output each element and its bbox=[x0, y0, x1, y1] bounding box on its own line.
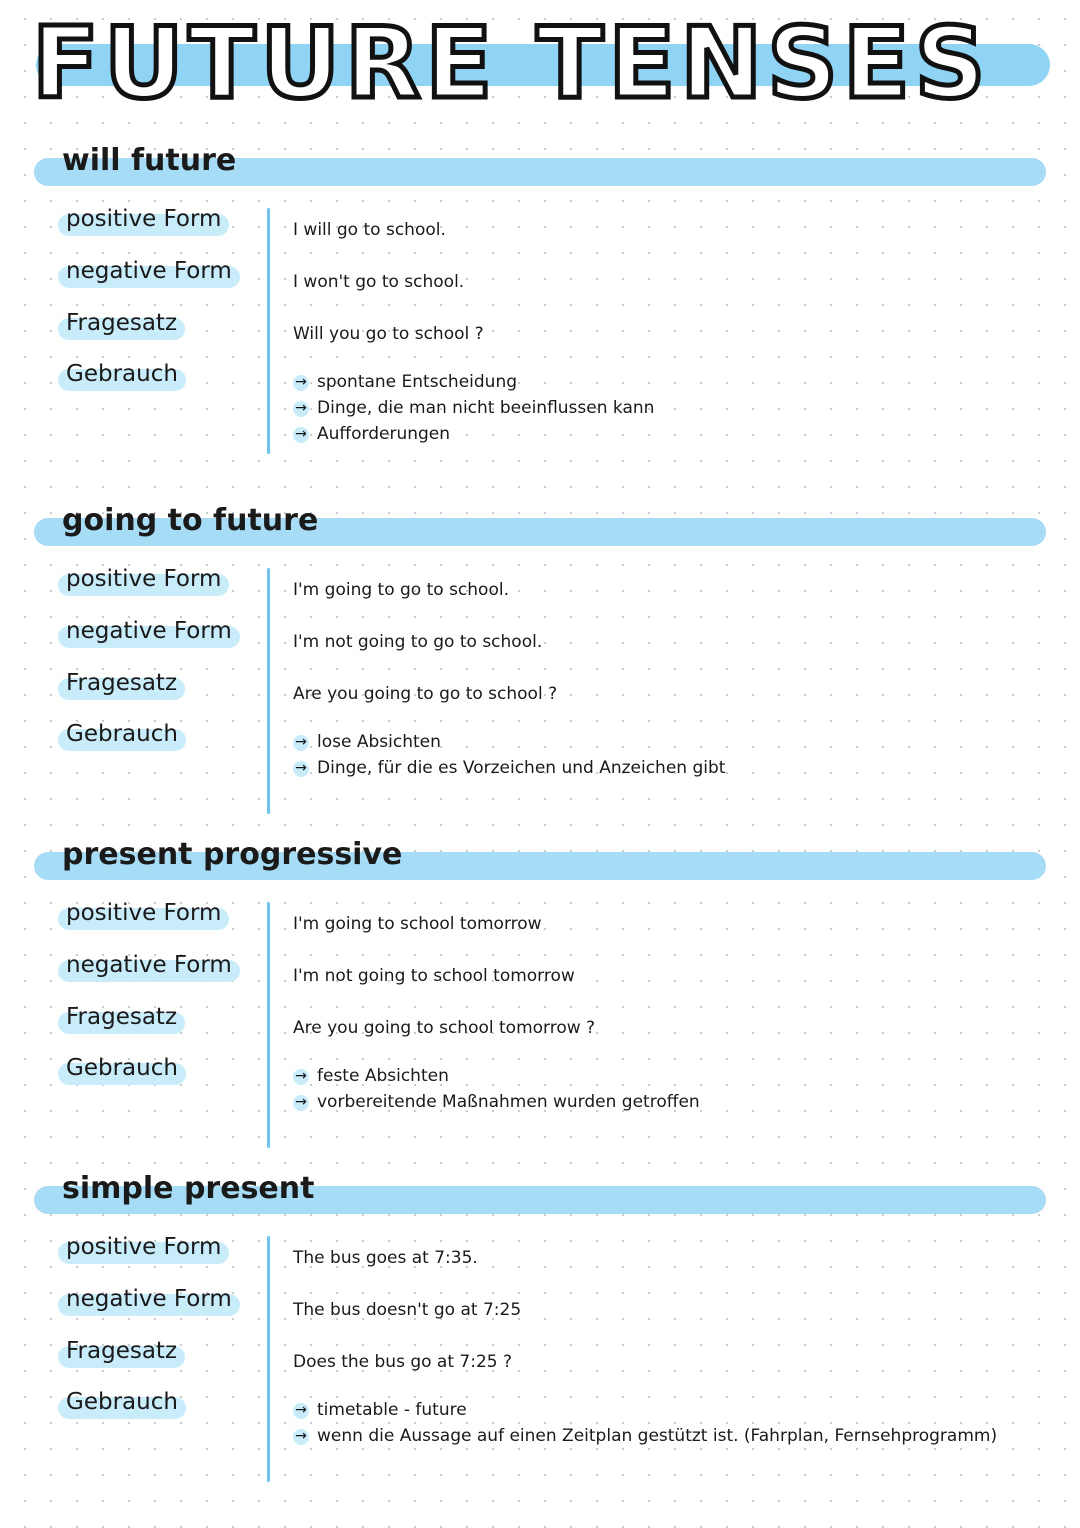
arrow-right-icon: → bbox=[293, 1403, 309, 1419]
label-positive: positive Form bbox=[58, 574, 229, 596]
label-usage: Gebrauch bbox=[58, 729, 186, 751]
section-heading: simple present bbox=[62, 1171, 315, 1206]
divider-line bbox=[267, 208, 270, 454]
example-negative: I won't go to school. bbox=[293, 272, 465, 292]
usage-item: → feste Absichten bbox=[293, 1066, 700, 1092]
usage-item: → Aufforderungen bbox=[293, 424, 654, 450]
divider-line bbox=[267, 1236, 270, 1482]
divider-line bbox=[267, 902, 270, 1148]
arrow-right-icon: → bbox=[293, 375, 309, 391]
example-positive: The bus goes at 7:35. bbox=[293, 1248, 478, 1268]
usage-item: → timetable - future bbox=[293, 1400, 997, 1426]
section-heading: present progressive bbox=[62, 837, 403, 872]
section-simple-present bbox=[0, 1171, 1080, 1516]
divider-line bbox=[267, 568, 270, 814]
page-title: FUTURE TENSES bbox=[32, 7, 991, 121]
label-question: Fragesatz bbox=[58, 1012, 185, 1034]
arrow-right-icon: → bbox=[293, 1095, 309, 1111]
title-area bbox=[0, 0, 1080, 130]
usage-item: → lose Absichten bbox=[293, 732, 725, 758]
section-heading: going to future bbox=[62, 503, 319, 538]
label-question: Fragesatz bbox=[58, 678, 185, 700]
label-positive: positive Form bbox=[58, 214, 229, 236]
arrow-right-icon: → bbox=[293, 1069, 309, 1085]
example-question: Will you go to school ? bbox=[293, 324, 484, 344]
arrow-right-icon: → bbox=[293, 427, 309, 443]
section-present-progressive bbox=[0, 837, 1080, 1182]
example-question: Are you going to go to school ? bbox=[293, 684, 558, 704]
label-question: Fragesatz bbox=[58, 318, 185, 340]
label-negative: negative Form bbox=[58, 1294, 240, 1316]
usage-item: → wenn die Aussage auf einen Zeitplan gestützt ist. (Fahrplan, Fernsehprogramm) bbox=[293, 1426, 997, 1452]
label-negative: negative Form bbox=[58, 960, 240, 982]
arrow-right-icon: → bbox=[293, 401, 309, 417]
usage-item: → vorbereitende Maßnahmen wurden getroffen bbox=[293, 1092, 700, 1118]
label-negative: negative Form bbox=[58, 626, 240, 648]
example-positive: I'm going to go to school. bbox=[293, 580, 509, 600]
section-heading: will future bbox=[62, 143, 237, 178]
usage-item: → Dinge, für die es Vorzeichen und Anzeichen gibt bbox=[293, 758, 725, 784]
label-usage: Gebrauch bbox=[58, 1063, 186, 1085]
usage-list bbox=[293, 372, 654, 450]
arrow-right-icon: → bbox=[293, 735, 309, 751]
label-positive: positive Form bbox=[58, 908, 229, 930]
usage-list bbox=[293, 1400, 997, 1452]
example-negative: I'm not going to go to school. bbox=[293, 632, 543, 652]
example-positive: I will go to school. bbox=[293, 220, 446, 240]
arrow-right-icon: → bbox=[293, 761, 309, 777]
section-going-to-future bbox=[0, 503, 1080, 848]
example-negative: I'm not going to school tomorrow bbox=[293, 966, 575, 986]
usage-list bbox=[293, 1066, 700, 1118]
label-positive: positive Form bbox=[58, 1242, 229, 1264]
label-question: Fragesatz bbox=[58, 1346, 185, 1368]
label-usage: Gebrauch bbox=[58, 1397, 186, 1419]
arrow-right-icon: → bbox=[293, 1429, 309, 1445]
usage-list bbox=[293, 732, 725, 784]
example-negative: The bus doesn't go at 7:25 bbox=[293, 1300, 522, 1320]
usage-item: → spontane Entscheidung bbox=[293, 372, 654, 398]
example-positive: I'm going to school tomorrow bbox=[293, 914, 542, 934]
usage-item: → Dinge, die man nicht beeinflussen kann bbox=[293, 398, 654, 424]
example-question: Are you going to school tomorrow ? bbox=[293, 1018, 596, 1038]
example-question: Does the bus go at 7:25 ? bbox=[293, 1352, 513, 1372]
label-usage: Gebrauch bbox=[58, 369, 186, 391]
section-will-future bbox=[0, 143, 1080, 488]
label-negative: negative Form bbox=[58, 266, 240, 288]
